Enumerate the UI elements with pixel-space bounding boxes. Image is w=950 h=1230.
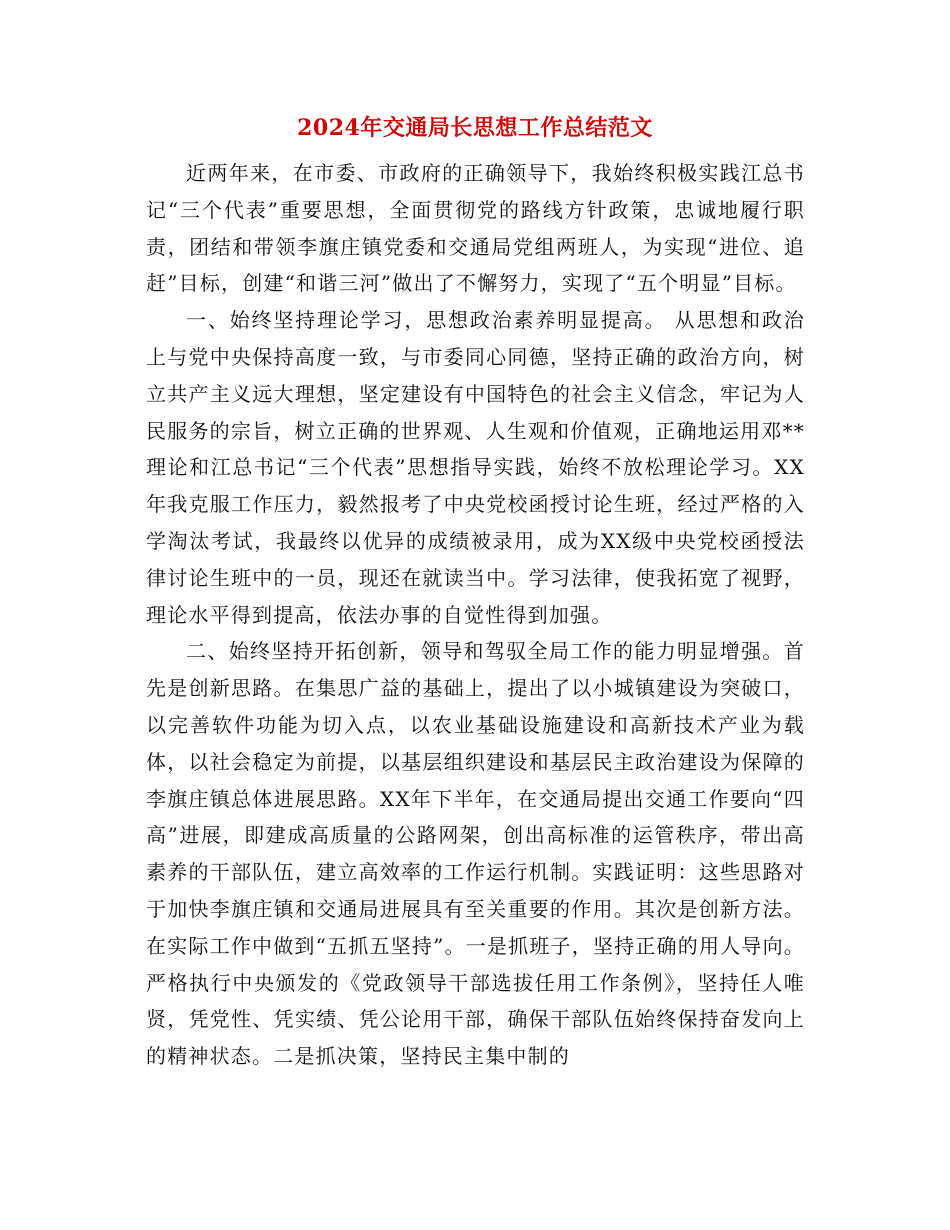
paragraph-intro: 近两年来，在市委、市政府的正确领导下，我始终积极实践江总书记“三个代表”重要思想，全面贯彻党的路线方针政策，忠诚地履行职责，团结和带领李旗庄镇党委和交通局党组两班人，为实现“进位、追赶”目标，创建“和谐三河”做出了不懈努力，实现了“五个明显”目标。 — [146, 161, 805, 296]
paragraph-section-2: 二、始终坚持开拓创新，领导和驾驭全局工作的能力明显增强。首先是创新思路。在集思广益的基础上，提出了以小城镇建设为突破口，以完善软件功能为切入点，以农业基础设施建设和高新技术产业为载体，以社会稳定为前提，以基层组织建设和基层民主政治建设为保障的李旗庄镇总体进展思路。XX年下半年，在交通局提出交通工作要向“四高”进展，即建成高质量的公路网架，创出高标准的运管秩序，带出高素养的干部队伍，建立高效率的工作运行机制。实践证明：这些思路对于加快李旗庄镇和交通局进展具有至关重要的作用。其次是创新方法。在实际工作中做到“五抓五坚持”。一是抓班子，坚持正确的用人导向。严格执行中央颁发的《党政领导干部选拔任用工作条例》，坚持任人唯贤，凭党性、凭实绩、凭公论用干部，确保干部队伍始终保持奋发向上的精神状态。二是抓决策，坚持民主集中制的 — [146, 639, 805, 1069]
document-title: 2024年交通局长思想工作总结范文 — [297, 115, 653, 141]
document-body — [146, 155, 805, 1075]
paragraph-section-1: 一、始终坚持理论学习，思想政治素养明显提高。 从思想和政治上与党中央保持高度一致，与市委同心同德，坚持正确的政治方向，树立共产主义远大理想，坚定建设有中国特色的社会主义信念，牢记为人民服务的宗旨，树立正确的世界观、人生观和价值观，正确地运用邓**理论和江总书记“三个代表”思想指导实践，始终不放松理论学习。XX年我克服工作压力，毅然报考了中央党校函授讨论生班，经过严格的入学淘汰考试，我最终以优异的成绩被录用，成为XX级中央党校函授法律讨论生班中的一员，现还在就读当中。学习法律，使我拓宽了视野，理论水平得到提高，依法办事的自觉性得到加强。 — [146, 308, 805, 627]
